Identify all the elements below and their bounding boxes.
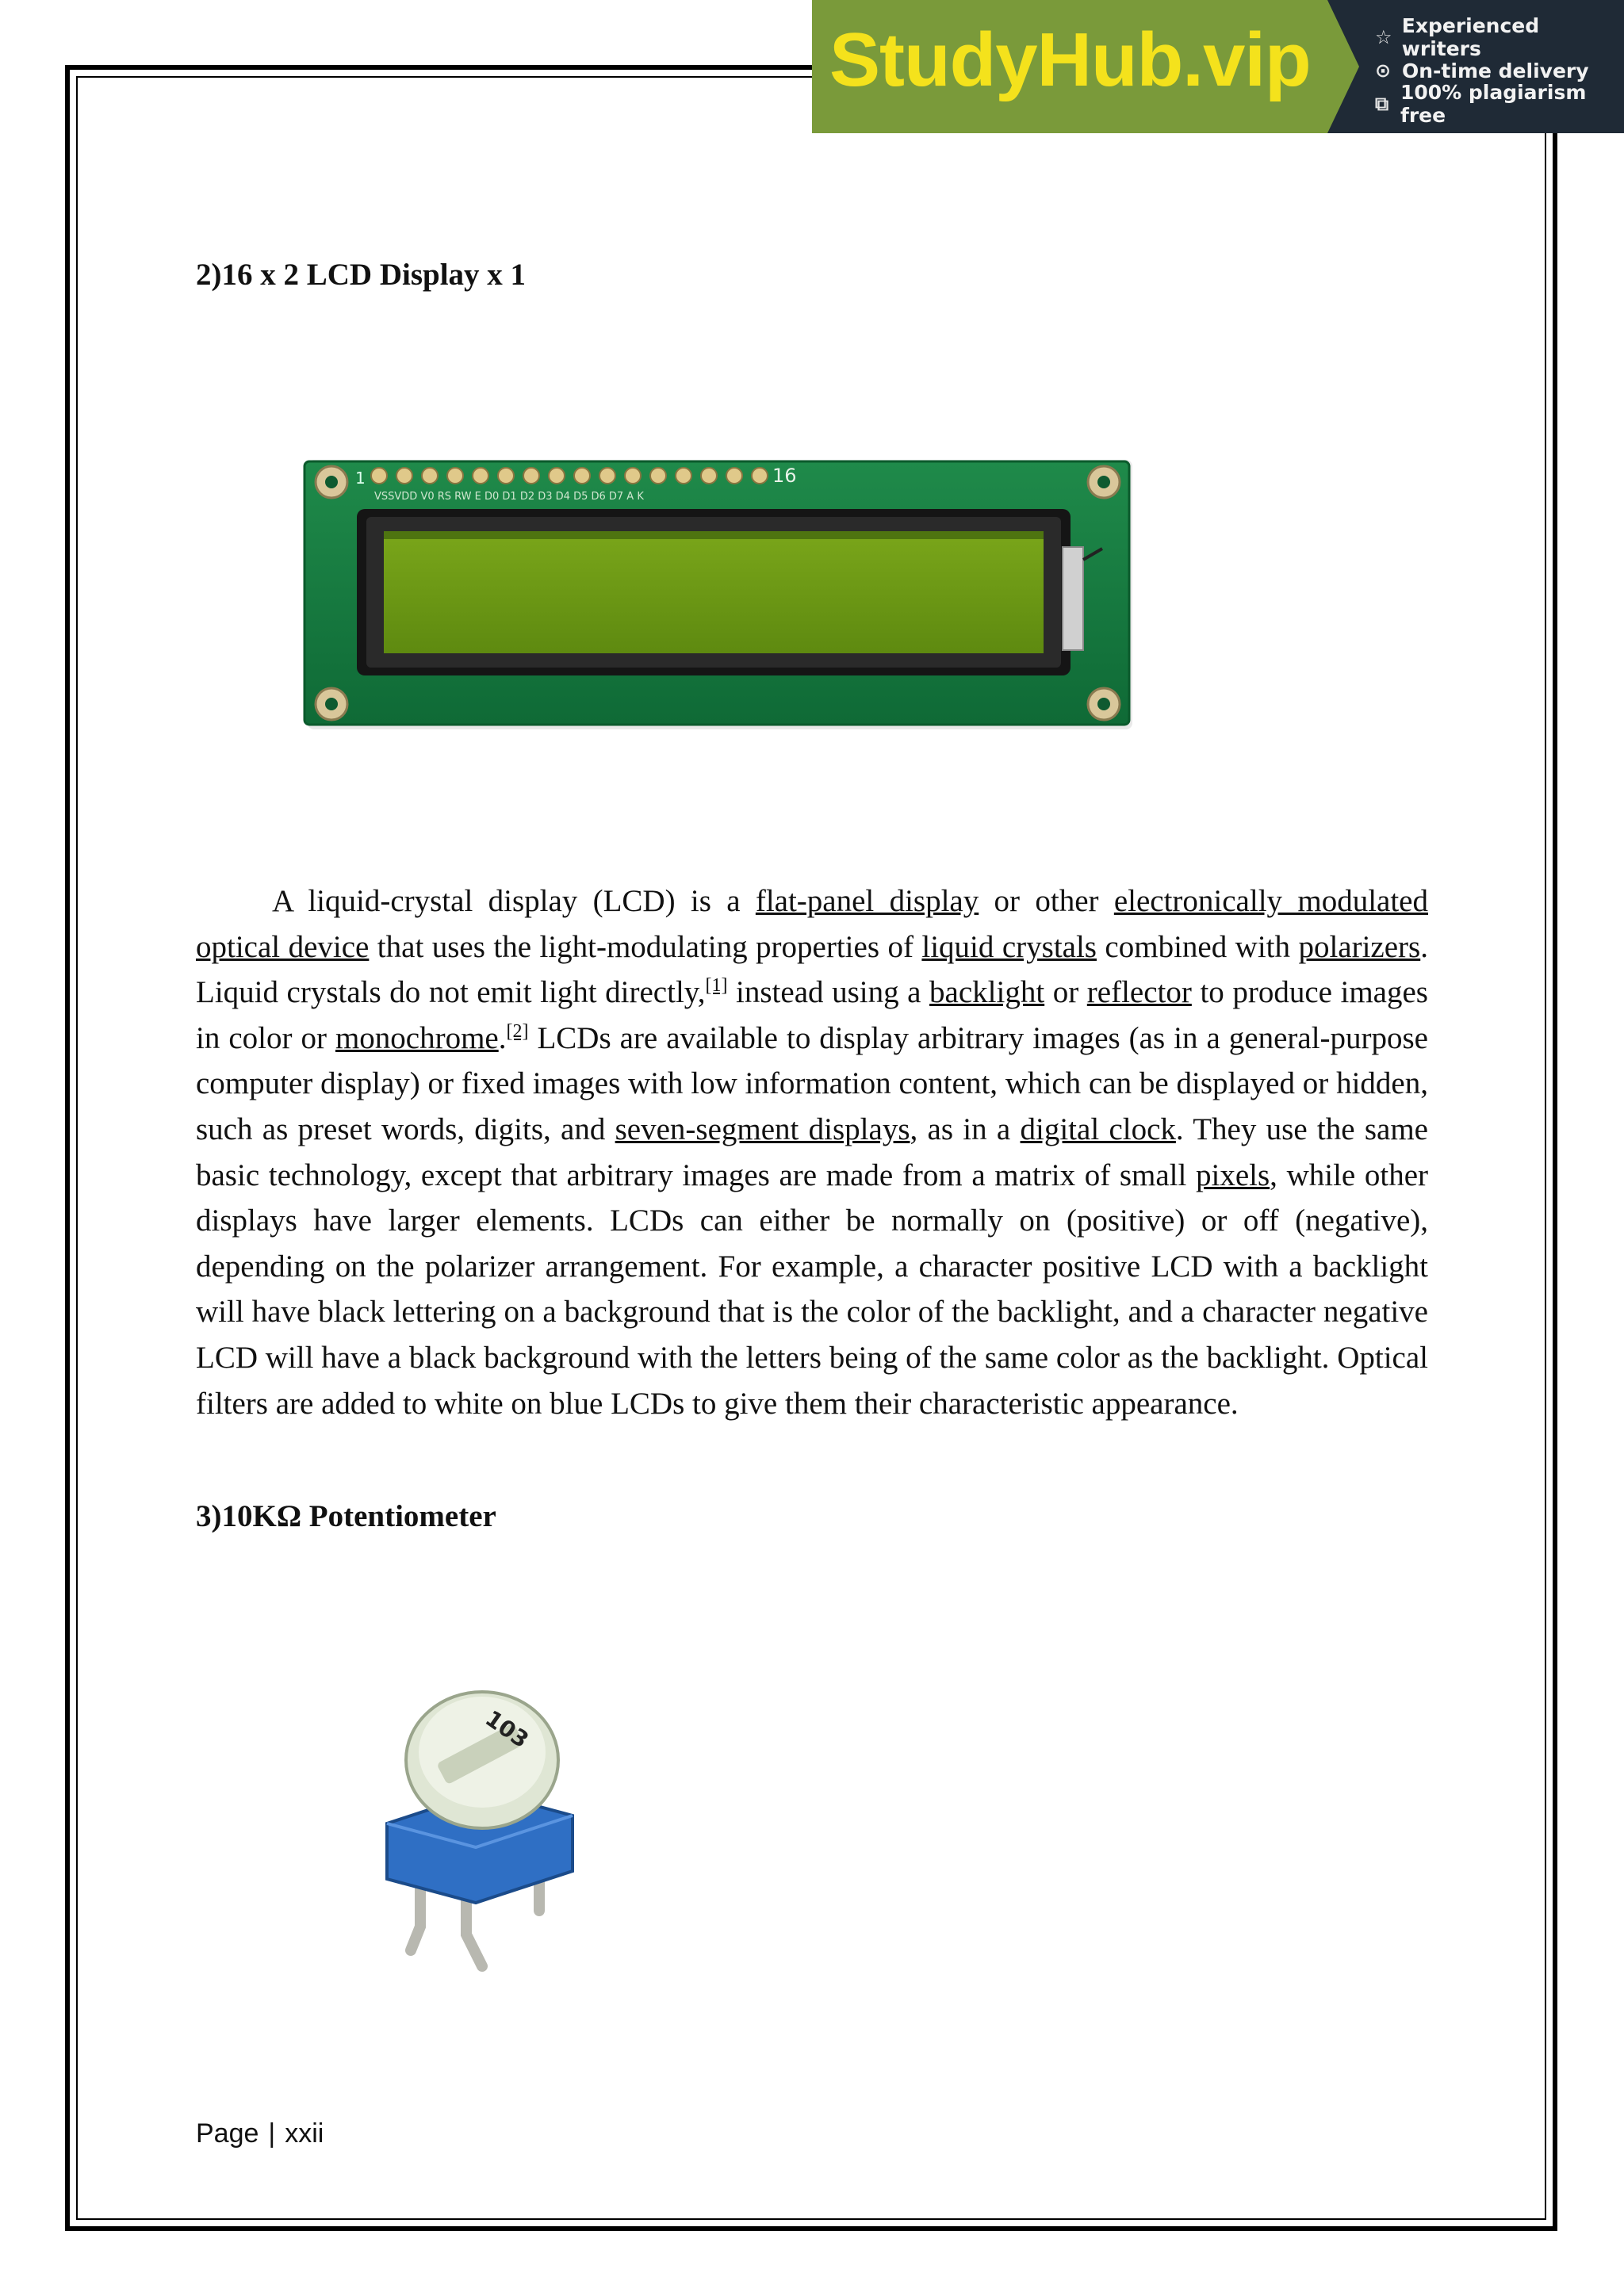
text-run: . Liquid crystals do not emit light directly, xyxy=(196,929,1428,1010)
text-run: , while other displays have larger elements. LCDs can either be normally on (positive) or off (negative), depending on the polarizer arrangement. For example, a character positive LCD with a backlight will have black lettering on a background that is the color of the backlight, and a character negative LCD will have a black background with the letters being of the same color as the backlight. Optical filters are added to white on blue LCDs to give them their characteristic appearance. xyxy=(196,1158,1428,1421)
pin-names-label: VSSVDD V0 RS RW E D0 D1 D2 D3 D4 D5 D6 D7 A K xyxy=(374,491,644,503)
link-digital-clock[interactable]: digital clock xyxy=(1020,1112,1176,1146)
feature-label: 100% plagiarism free xyxy=(1400,81,1587,127)
text-run: or other xyxy=(979,884,1114,918)
link-backlight[interactable]: backlight xyxy=(929,975,1045,1010)
lcd-description-paragraph xyxy=(196,878,1428,1426)
footer-separator: | xyxy=(268,2118,276,2149)
link-liquid-crystals[interactable]: liquid crystals xyxy=(921,929,1097,964)
text-run: to produce images in color or xyxy=(196,975,1428,1055)
link-electronically-modulated-optical-device[interactable]: electronically modulated optical device xyxy=(196,884,1428,964)
potentiometer-image xyxy=(365,1673,603,1990)
pin-1-label: 1 xyxy=(355,469,366,488)
brand-panel xyxy=(812,0,1327,133)
page-label: Page xyxy=(196,2118,259,2149)
text-run: instead using a xyxy=(727,975,930,1010)
text-run: , as in a xyxy=(910,1112,1021,1146)
clock-icon: ⊙ xyxy=(1375,59,1392,82)
text-run: that uses the light-modulating properties of xyxy=(369,929,922,964)
potentiometer-marking: 103 xyxy=(480,1705,534,1754)
text-run: combined with xyxy=(1096,929,1299,964)
page-number: xxii xyxy=(285,2118,324,2149)
text-run: or xyxy=(1044,975,1087,1010)
link-seven-segment-displays[interactable]: seven-segment displays xyxy=(615,1112,910,1146)
feature-label: On-time delivery xyxy=(1402,59,1589,82)
copy-icon: ⧉ xyxy=(1375,93,1389,115)
reference-1-link[interactable]: [1] xyxy=(705,975,728,997)
lcd-module-image xyxy=(238,373,1205,840)
brand-logo: StudyHub.vip xyxy=(829,17,1311,102)
pin-16-label: 16 xyxy=(772,465,797,487)
star-icon: ☆ xyxy=(1375,26,1392,48)
studyhub-banner[interactable] xyxy=(812,0,1624,133)
link-monochrome[interactable]: monochrome xyxy=(335,1020,499,1055)
page-footer xyxy=(196,2118,324,2149)
link-polarizers[interactable]: polarizers xyxy=(1298,929,1421,964)
link-pixels[interactable]: pixels xyxy=(1196,1158,1270,1192)
text-run: A liquid-crystal display (LCD) is a xyxy=(272,884,756,918)
feature-item xyxy=(1375,81,1624,127)
text-run: LCDs are available to display arbitrary images (as in a general-purpose computer display) or fixed images with low information content, which can be displayed or hidden, such as preset words, digits, and xyxy=(196,1020,1428,1146)
features-panel xyxy=(1327,0,1624,133)
reference-2-link[interactable]: [2] xyxy=(506,1020,529,1042)
section-heading-potentiometer: 3)10KΩ Potentiometer xyxy=(196,1499,496,1533)
feature-label: Experienced writers xyxy=(1401,14,1540,60)
link-reflector[interactable]: reflector xyxy=(1086,975,1192,1010)
section-heading-lcd: 2)16 x 2 LCD Display x 1 xyxy=(196,258,527,292)
text-run: . xyxy=(498,1020,507,1055)
text-run: . They use the same basic technology, except that arbitrary images are made from a matrix of small xyxy=(196,1112,1428,1192)
feature-item xyxy=(1375,14,1624,60)
link-flat-panel-display[interactable]: flat-panel display xyxy=(755,884,979,918)
